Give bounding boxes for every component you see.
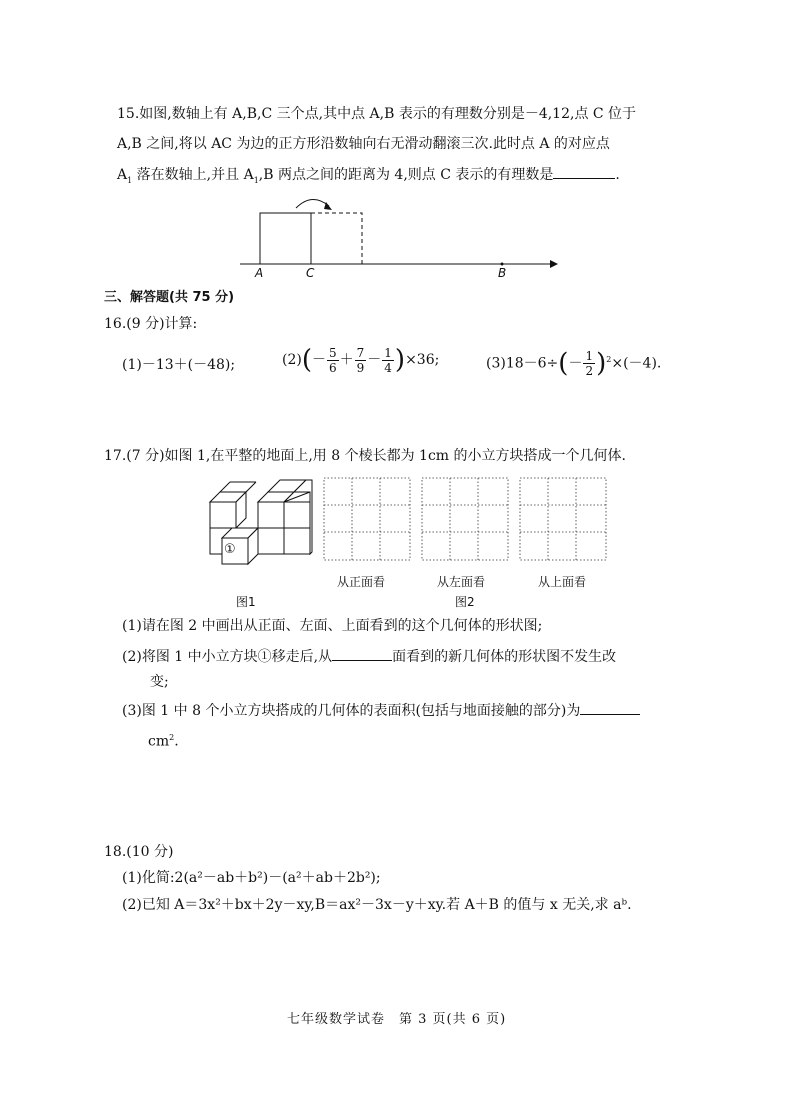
- q16-part1: (1)－13＋(－48);: [122, 357, 236, 373]
- q17-part1: (1)请在图 2 中画出从正面、左面、上面看到的这个几何体的形状图;: [122, 618, 543, 634]
- q15-line2: A,B 之间,将以 AC 为边的正方形沿数轴向右无滑动翻滚三次.此时点 A 的对应点: [117, 136, 610, 152]
- view-grids[interactable]: [322, 476, 610, 562]
- q17-part3: (3)图 1 中 8 个小立方块搭成的几何体的表面积(包括与地面接触的部分)为: [122, 700, 640, 721]
- q17-part2-cont: 变;: [150, 674, 169, 690]
- point-b-label: B: [498, 266, 507, 280]
- q17-answer-blank-1[interactable]: [332, 646, 392, 661]
- q18-part1: (1)化简:2(a²－ab＋b²)－(a²＋ab＋2b²);: [122, 870, 381, 886]
- q17-part2: (2)将图 1 中小立方块①移走后,从 面看到的新几何体的形状图不发生改: [122, 646, 616, 667]
- cube-marker: ①: [224, 542, 236, 557]
- q18-part2: (2)已知 A＝3x²＋bx＋2y－xy,B＝ax²－3x－y＋xy.若 A＋B 的值与 x 无关,求 aᵇ.: [122, 897, 632, 913]
- q15-line3: $A_1$ 落在数轴上,并且 $A_1,B$ 两点之间的距离为 4,则点 C 表示的有理数是 .: [117, 164, 620, 191]
- q17-head: 17.(7 分)如图 1,在平整的地面上,用 8 个棱长都为 1cm 的小立方块搭成一个几何体.: [104, 448, 626, 464]
- label-front-view: 从正面看: [337, 575, 386, 589]
- q16-head: 16.(9 分)计算:: [104, 316, 198, 332]
- figure2-caption: 图2: [455, 595, 475, 609]
- section-title: 三、解答题(共 75 分): [104, 290, 235, 305]
- point-c-label: C: [306, 266, 315, 280]
- q15-line1: 15.如图,数轴上有 A,B,C 三个点,其中点 A,B 表示的有理数分别是－4,12,点 C 位于: [117, 106, 637, 122]
- number-line-figure: [230, 188, 565, 284]
- q17-answer-blank-2[interactable]: [580, 700, 640, 715]
- cube-stack-figure: [206, 478, 318, 570]
- q17-part3-unit: $cm^2$.: [148, 733, 179, 750]
- q16-part2: (2)(－ $\frac{5}{6}$ ＋ $\frac{7}{9}$ － $\frac{1}{4}$ )×36;: [282, 345, 440, 375]
- figure1-caption: 图1: [236, 595, 256, 609]
- label-top-view: 从上面看: [538, 575, 587, 589]
- q15-answer-blank[interactable]: [553, 164, 615, 179]
- point-a-label: A: [255, 266, 264, 280]
- q18-head: 18.(10 分): [104, 844, 174, 860]
- q16-part3: (3)18－6÷(－ $\frac{1}{2}$ )$^2$×(－4).: [486, 348, 662, 379]
- label-left-view: 从左面看: [437, 575, 486, 589]
- page-footer: 七年级数学试卷 第 3 页(共 6 页): [287, 1012, 507, 1027]
